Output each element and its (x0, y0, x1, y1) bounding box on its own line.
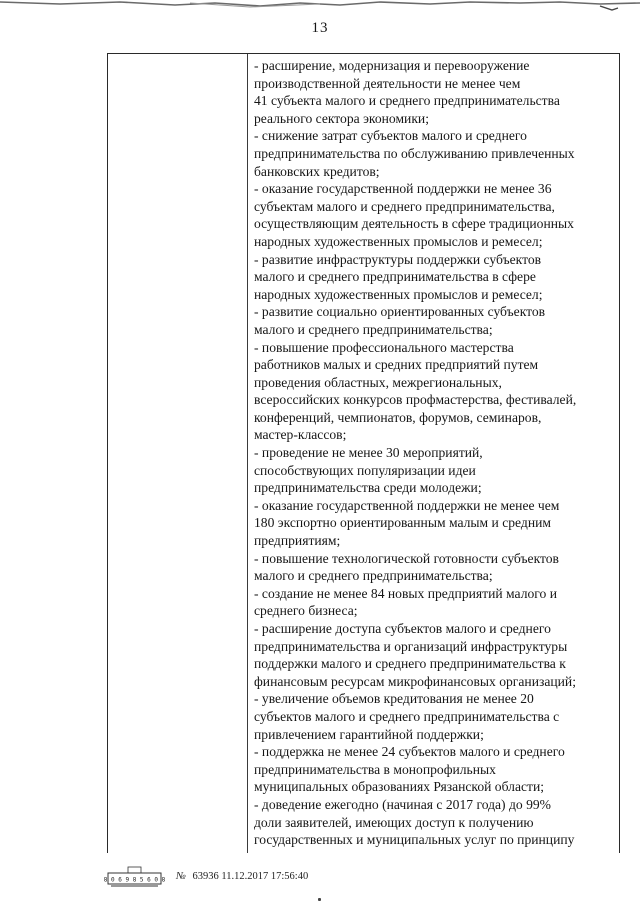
text-line: всероссийских конкурсов профмастерства, фестивалей, (254, 392, 577, 408)
text-line: - расширение доступа субъектов малого и среднего (254, 621, 551, 636)
text-line: предпринимательства и организаций инфраструктуры (254, 638, 568, 654)
text-line: финансовым ресурсам микрофинансовых организаций; (254, 673, 576, 689)
text-line: - создание не менее 84 новых предприятий малого и (254, 585, 557, 601)
scan-speck (318, 898, 321, 901)
table-text-cell (248, 57, 617, 849)
text-line: конференций, чемпионатов, форумов, семинаров, (254, 409, 542, 425)
text-line: предпринимательства по обслуживанию привлеченных (254, 145, 575, 161)
text-line: проведения областных, межрегиональных, (254, 374, 502, 390)
text-line: народных художественных промыслов и ремесел; (254, 233, 543, 249)
text-line: - оказание государственной поддержки не менее 36 (254, 181, 552, 197)
registration-stamp (103, 864, 309, 888)
text-line: - поддержка не менее 24 субъектов малого и среднего (254, 744, 565, 760)
text-line: предпринимательства в монопрофильных (254, 761, 496, 777)
text-line: 41 субъекта малого и среднего предпринимательства (254, 93, 560, 109)
text-line: реального сектора экономики; (254, 110, 429, 126)
text-line: - увеличение объемов кредитования не менее 20 (254, 691, 534, 707)
text-line: народных художественных промыслов и ремесел; (254, 286, 543, 302)
text-line: - развитие инфраструктуры поддержки субъектов (254, 251, 542, 267)
text-line: производственной деятельности не менее чем (254, 75, 521, 91)
text-line: малого и среднего предпринимательства в сфере (254, 269, 536, 285)
text-line: доли заявителей, имеющих доступ к получению (254, 814, 534, 830)
scan-edge-artifact (0, 0, 640, 16)
stamp-number-mark: № (176, 870, 186, 882)
text-line: муниципальных образованиях Рязанской области; (254, 779, 545, 795)
stamp-logo-digits: 8 0 6 9 8 5 6 0 8 (103, 876, 166, 884)
text-line: поддержки малого и среднего предпринимательства к (254, 656, 566, 672)
text-line: субъектов малого и среднего предпринимательства с (254, 708, 560, 724)
text-line: - снижение затрат субъектов малого и среднего (254, 128, 527, 144)
text-line: мастер-классов; (254, 427, 347, 443)
text-line: малого и среднего предпринимательства; (254, 321, 493, 337)
text-line: субъектам малого и среднего предпринимательства, (254, 198, 555, 214)
text-line: банковских кредитов; (254, 163, 380, 179)
text-line: - оказание государственной поддержки не менее чем (254, 497, 560, 513)
text-line: способствующих популяризации идеи (254, 462, 476, 478)
text-line: предпринимательства среди молодежи; (254, 480, 482, 496)
page-number: 13 (311, 20, 329, 36)
document-table (107, 53, 620, 853)
text-line: - повышение технологической готовности субъектов (254, 550, 559, 566)
table-left-cell (108, 54, 247, 853)
text-line: государственных и муниципальных услуг по принципу (254, 832, 575, 848)
stamp-number: 63936 (192, 870, 219, 882)
text-line: - развитие социально ориентированных субъектов (254, 304, 546, 320)
text-line: 180 экспортно ориентированным малым и средним (254, 515, 551, 531)
text-line: - расширение, модернизация и перевооружение (254, 58, 530, 73)
stamp-datetime: 11.12.2017 17:56:40 (221, 870, 309, 882)
text-line: малого и среднего предпринимательства; (254, 568, 493, 584)
stamp-logo-icon (103, 864, 166, 888)
text-line: - повышение профессионального мастерства (254, 339, 514, 355)
text-line: осуществляющим деятельность в сфере традиционных (254, 216, 574, 232)
text-line: - проведение не менее 30 мероприятий, (254, 445, 483, 461)
text-line: привлечением гарантийной поддержки; (254, 726, 484, 742)
text-line: среднего бизнеса; (254, 603, 358, 619)
text-line: работников малых и средних предприятий путем (254, 357, 539, 373)
text-line: предприятиям; (254, 533, 341, 549)
text-line: - доведение ежегодно (начиная с 2017 года) до 99% (254, 796, 551, 812)
